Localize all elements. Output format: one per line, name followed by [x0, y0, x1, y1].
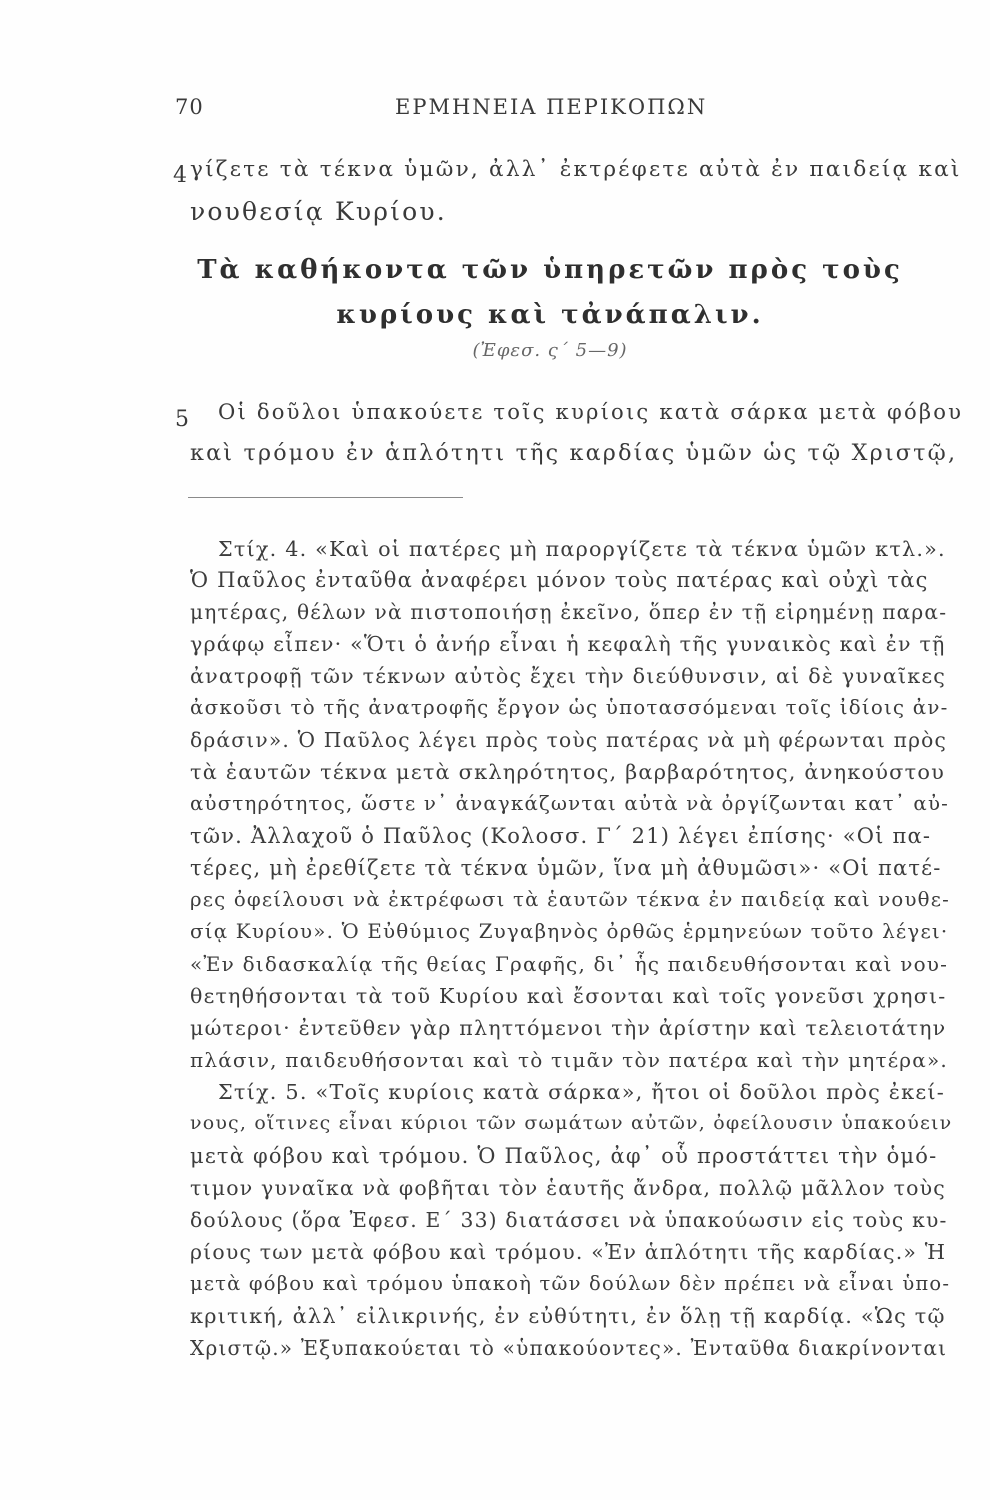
commentary-line: Χριστῷ.» Ἐξυπακούεται τὸ «ὑπακούοντες». Ἐνταῦθα διακρίνονται: [190, 1336, 948, 1360]
commentary-line: ἀνατροφῇ τῶν τέκνων αὐτὸς ἔχει τὴν διεύθυνσιν, αἱ δὲ γυναῖκες: [190, 664, 947, 688]
commentary-line: νους, οἵτινες εἶναι κύριοι τῶν σωμάτων αὐτῶν, ὀφείλουσιν ὑπακούειν: [190, 1112, 953, 1134]
commentary-line: τέρες, μὴ ἐρεθίζετε τὰ τέκνα ὑμῶν, ἵνα μὴ ἀθυμῶσι»· «Οἱ πατέ-: [190, 856, 942, 880]
commentary-line: Στίχ. 5. «Τοῖς κυρίοις κατὰ σάρκα», ἤτοι οἱ δοῦλοι πρὸς ἐκεί-: [218, 1080, 945, 1104]
footnote-divider: [188, 497, 463, 498]
commentary-line: μητέρας, θέλων νὰ πιστοποιήσῃ ἐκεῖνο, ὅπερ ἐν τῇ εἰρημένῃ παρα-: [190, 600, 948, 624]
commentary-line: πλάσιν, παιδευθήσονται καὶ τὸ τιμᾶν τὸν πατέρα καὶ τὴν μητέρα».: [190, 1048, 948, 1072]
verse-5-line-2: καὶ τρόμου ἐν ἁπλότητι τῆς καρδίας ὑμῶν ὡς τῷ Χριστῷ,: [190, 440, 958, 466]
commentary-line: τιμον γυναῖκα νὰ φοβῆται τὸν ἑαυτῆς ἄνδρα, πολλῷ μᾶλλον τοὺς: [190, 1176, 946, 1200]
commentary-line: αὐστηρότητος, ὥστε ν᾽ ἀναγκάζωνται αὐτὰ νὰ ὀργίζωνται κατ᾽ αὐ-: [190, 792, 950, 815]
page-number: 70: [175, 95, 204, 119]
commentary-line: Στίχ. 4. «Καὶ οἱ πατέρες μὴ παροργίζετε τὰ τέκνα ὑμῶν κτλ.».: [218, 537, 946, 561]
verse-number-5: 5: [175, 407, 189, 432]
section-reference: (Ἐφεσ. ς΄ 5—9): [472, 340, 628, 361]
commentary-line: κριτική, ἀλλ᾽ εἰλικρινής, ἐν εὐθύτητι, ἐν ὅλῃ τῇ καρδίᾳ. «Ὡς τῷ: [190, 1304, 946, 1328]
commentary-line: Ὁ Παῦλος ἐνταῦθα ἀναφέρει μόνον τοὺς πατέρας καὶ οὐχὶ τὰς: [190, 568, 929, 592]
commentary-line: μώτεροι· ἐντεῦθεν γὰρ πληττόμενοι τὴν ἀρίστην καὶ τελειοτάτην: [190, 1016, 947, 1040]
commentary-line: ρίους των μετὰ φόβου καὶ τρόμου. «Ἐν ἁπλότητι τῆς καρδίας.» Ἡ: [190, 1240, 947, 1264]
commentary-line: θετηθήσονται τὰ τοῦ Κυρίου καὶ ἔσονται καὶ τοῖς γονεῦσι χρησι-: [190, 984, 947, 1008]
commentary-line: γράφῳ εἶπεν· «Ὅτι ὁ ἀνήρ εἶναι ἡ κεφαλὴ τῆς γυναικὸς καὶ ἐν τῇ: [190, 632, 946, 656]
page-header: [175, 95, 775, 125]
verse-number-4: 4: [173, 163, 187, 188]
commentary-line: ἀσκοῦσι τὸ τῆς ἀνατροφῆς ἔργον ὡς ὑποτασσόμεναι τοῖς ἰδίοις ἀν-: [190, 696, 949, 719]
section-heading-line-1: Τὰ καθήκοντα τῶν ὑπηρετῶν πρὸς τοὺς: [197, 255, 903, 285]
commentary-line: τὰ ἑαυτῶν τέκνα μετὰ σκληρότητος, βαρβαρότητος, ἀνηκούστου: [190, 760, 945, 784]
commentary-line: μετὰ φόβου καὶ τρόμου. Ὁ Παῦλος, ἀφ᾽ οὗ προστάττει τὴν ὁμό-: [190, 1144, 938, 1168]
section-heading-line-2: κυρίους καὶ τἀνάπαλιν.: [336, 300, 764, 330]
verse-4-line-1: γίζετε τὰ τέκνα ὑμῶν, ἀλλ᾽ ἐκτρέφετε αὐτὰ ἐν παιδείᾳ καὶ: [190, 157, 962, 182]
commentary-line: σίᾳ Κυρίου». Ὁ Εὐθύμιος Ζυγαβηνὸς ὀρθῶς ἑρμηνεύων τοῦτο λέγει·: [190, 920, 949, 943]
commentary-line: μετὰ φόβου καὶ τρόμου ὑπακοὴ τῶν δούλων δὲν πρέπει νὰ εἶναι ὑπο-: [190, 1272, 951, 1295]
commentary-line: δράσιν». Ὁ Παῦλος λέγει πρὸς τοὺς πατέρας νὰ μὴ φέρωνται πρὸς: [190, 728, 948, 752]
commentary-line: δούλους (ὅρα Ἐφεσ. Ε΄ 33) διατάσσει νὰ ὑπακούωσιν εἰς τοὺς κυ-: [190, 1208, 948, 1232]
verse-4-line-2: νουθεσίᾳ Κυρίου.: [190, 197, 447, 226]
commentary-line: ρες ὀφείλουσι νὰ ἐκτρέφωσι τὰ ἑαυτῶν τέκνα ἐν παιδείᾳ καὶ νουθε-: [190, 888, 950, 911]
commentary-line: «Ἐν διδασκαλίᾳ τῆς θείας Γραφῆς, δι᾽ ἧς παιδευθήσονται καὶ νου-: [190, 952, 949, 976]
running-title: ΕΡΜΗΝΕΙΑ ΠΕΡΙΚΟΠΩΝ: [395, 95, 708, 119]
verse-5-line-1: Οἱ δοῦλοι ὑπακούετε τοῖς κυρίοις κατὰ σάρκα μετὰ φόβου: [218, 399, 964, 424]
commentary-line: τῶν. Ἀλλαχοῦ ὁ Παῦλος (Κολοσσ. Γ΄ 21) λέγει ἐπίσης· «Οἱ πα-: [190, 824, 932, 848]
